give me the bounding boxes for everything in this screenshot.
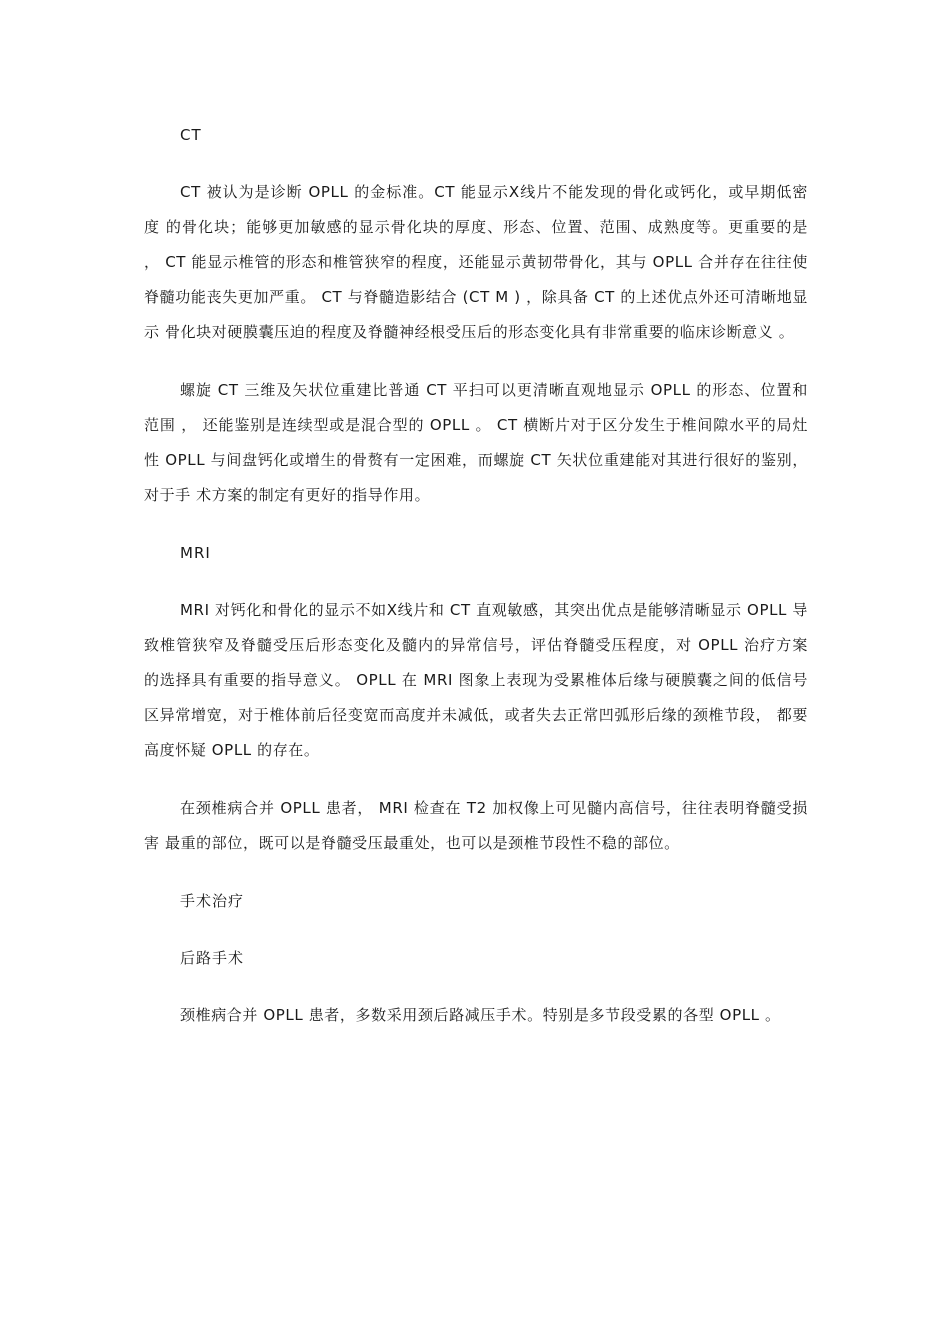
- paragraph-ct-gold-standard: CT 被认为是诊断 OPLL 的金标准。CT 能显示X线片不能发现的骨化或钙化，或早期低密度 的骨化块；能够更加敏感的显示骨化块的厚度、形态、位置、范围、成熟度等。更重要的是 ， CT 能显示椎管的形态和椎管狭窄的程度，还能显示黄韧带骨化，其与 OPLL 合并存在往往使 脊髓功能丧失更加严重。 CT 与脊髓造影结合 (CT M ) ，除具备 CT 的上述优点外还可清晰地显示 骨化块对硬膜囊压迫的程度及脊髓神经根受压后的形态变化具有非常重要的临床诊断意义 。: [144, 183, 808, 341]
- section-heading-posterior-surgery: 后路手术: [180, 949, 245, 967]
- section-heading-surgery: 手术治疗: [180, 892, 245, 910]
- paragraph-mri-sensitivity: MRI 对钙化和骨化的显示不如X线片和 CT 直观敏感，其突出优点是能够清晰显示 OPLL 导 致椎管狭窄及脊髓受压后形态变化及髓内的异常信号，评估脊髓受压程度，对 OPLL 治疗方案 的选择具有重要的指导意义。 OPLL 在 MRI 图象上表现为受累椎体后缘与硬膜囊之间的低信号 区异常增宽，对于椎体前后径变宽而高度并未减低，或者失去正常凹弧形后缘的颈椎节段， 都要高度怀疑 OPLL 的存在。: [144, 601, 808, 759]
- paragraph-mri-t2: 在颈椎病合并 OPLL 患者， MRI 检查在 T2 加权像上可见髓内高信号，往往表明脊髓受损害 最重的部位，既可以是脊髓受压最重处，也可以是颈椎节段性不稳的部位。: [144, 799, 808, 852]
- section-heading-mri: MRI: [180, 544, 211, 562]
- paragraph-spiral-ct: 螺旋 CT 三维及矢状位重建比普通 CT 平扫可以更清晰直观地显示 OPLL 的形态、位置和范围 ， 还能鉴别是连续型或是混合型的 OPLL 。 CT 横断片对于区分发生于椎间隙水平的局灶性 OPLL 与间盘钙化或增生的骨赘有一定困难，而螺旋 CT 矢状位重建能对其进行很好的鉴别，对于手 术方案的制定有更好的指导作用。: [144, 381, 808, 504]
- section-heading-ct: CT: [180, 126, 202, 144]
- document-body: [144, 118, 808, 1056]
- paragraph-posterior-decompression: 颈椎病合并 OPLL 患者，多数采用颈后路减压手术。特别是多节段受累的各型 OPLL 。: [180, 1006, 781, 1024]
